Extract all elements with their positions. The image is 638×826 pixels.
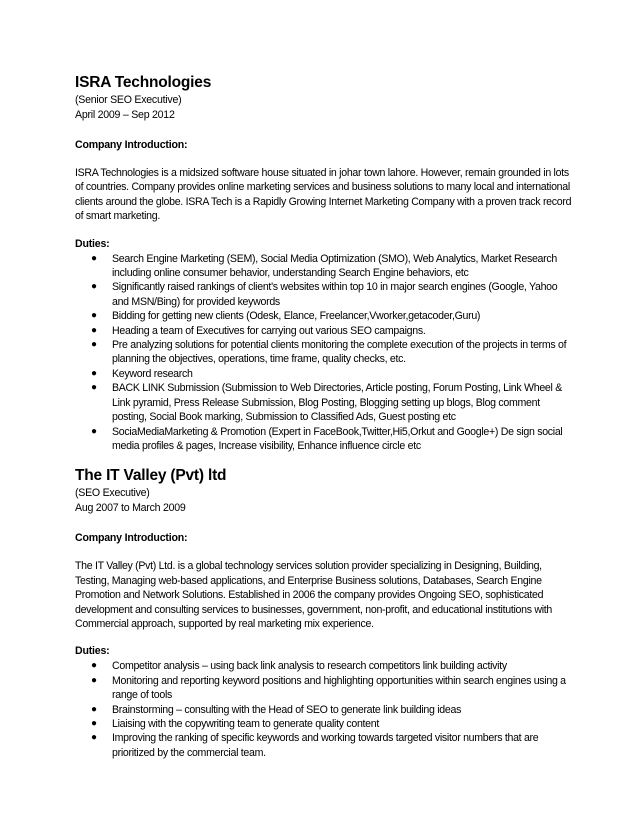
bullet-icon: ● xyxy=(91,674,97,686)
bullet-icon: ● xyxy=(91,252,97,264)
duty-item: ● Improving the ranking of specific keywords and working towards targeted visitor numbers that are prioritized by the commercial team. xyxy=(91,732,539,759)
duty-item: ● SociaMediaMarketing & Promotion (Expert in FaceBook,Twitter,Hi5,Orkut and Google+) De sign social media profiles & pages, Increase visibility, Enhance influence circle etc xyxy=(91,425,563,452)
duty-item: ● BACK LINK Submission (Submission to Web Directories, Article posting, Forum Posting, Link Wheel & Link pyramid, Press Release Submission, Blog Posting, Blogging setting up blogs, Blog comment posting, Social Book marking, Submission to Classified Ads, Guest posting etc xyxy=(91,382,562,424)
bullet-icon: ● xyxy=(91,425,97,437)
job-isra xyxy=(75,73,575,453)
job-role: (SEO Executive) xyxy=(75,487,150,500)
duty-item: ● Brainstorming – consulting with the Head of SEO to generate link building ideas xyxy=(91,703,462,716)
duties-heading: Duties: xyxy=(75,645,110,658)
bullet-icon: ● xyxy=(91,703,97,715)
job-period: Aug 2007 to March 2009 xyxy=(75,502,186,515)
bullet-icon: ● xyxy=(91,310,97,322)
duty-item: ● Pre analyzing solutions for potential clients monitoring the complete execution of the projects in terms of planning the objectives, operations, time frame, quality checks, etc. xyxy=(91,339,567,366)
company-intro-text: ISRA Technologies is a midsized software house situated in johar town lahore. However, remain grounded in lots of countries. Company provides online marketing services and business solutions to many local and international clients around the globe. ISRA Tech is a Rapidly Growing Internet Marketing Company with a proven track record of smart marketing. xyxy=(75,167,572,223)
job-it-valley xyxy=(75,466,575,760)
job-period: April 2009 – Sep 2012 xyxy=(75,109,175,121)
company-name: ISRA Technologies xyxy=(75,74,212,91)
resume-page xyxy=(75,73,575,760)
company-intro-heading: Company Introduction: xyxy=(75,139,188,151)
duty-item: ● Liaising with the copywriting team to generate quality content xyxy=(91,717,380,730)
duties-list xyxy=(75,659,575,760)
bullet-icon: ● xyxy=(91,324,97,336)
bullet-icon: ● xyxy=(91,717,97,729)
bullet-icon: ● xyxy=(91,660,97,672)
duties-heading: Duties: xyxy=(75,237,110,250)
company-intro-heading: Company Introduction: xyxy=(75,532,188,545)
duty-item: ● Search Engine Marketing (SEM), Social Media Optimization (SMO), Web Analytics, Market Research including online consumer behavior, understanding Search Engine behaviors, etc xyxy=(91,252,557,280)
job-role: (Senior SEO Executive) xyxy=(75,94,182,106)
duty-item: ● Keyword research xyxy=(91,367,193,380)
company-intro-text: The IT Valley (Pvt) Ltd. is a global technology services solution provider specializing in Designing, Building, Testing, Managing web-based applications, and Enterprise Business solutions, Databases, Search Engine Promotion and Network Solutions. Established in 2006 the company provides Ongoing SEO, sophisticated development and consulting services to businesses, government, non-profit, and educational institutions with Commercial approach, supported by real marketing mix experience. xyxy=(75,560,552,630)
bullet-icon: ● xyxy=(91,281,97,293)
bullet-icon: ● xyxy=(91,382,97,394)
bullet-icon: ● xyxy=(91,367,97,379)
duty-item: ● Monitoring and reporting keyword positions and highlighting opportunities within search engines using a range of tools xyxy=(91,674,566,702)
duty-item: ● Bidding for getting new clients (Odesk, Elance, Freelancer,Vworker,getacoder,Guru) xyxy=(91,310,481,323)
duty-item: ● Competitor analysis – using back link analysis to research competitors link building activity xyxy=(91,660,507,673)
bullet-icon: ● xyxy=(91,339,97,351)
duty-item: ● Heading a team of Executives for carrying out various SEO campaigns. xyxy=(91,324,426,337)
duties-list xyxy=(75,252,575,454)
duty-item: ● Significantly raised rankings of client's websites within top 10 in major search engines (Google, Yahoo and MSN/Bing) for provided keywords xyxy=(91,281,558,308)
bullet-icon: ● xyxy=(91,732,97,744)
section-gap xyxy=(75,453,575,466)
company-name: The IT Valley (Pvt) ltd xyxy=(75,467,227,485)
